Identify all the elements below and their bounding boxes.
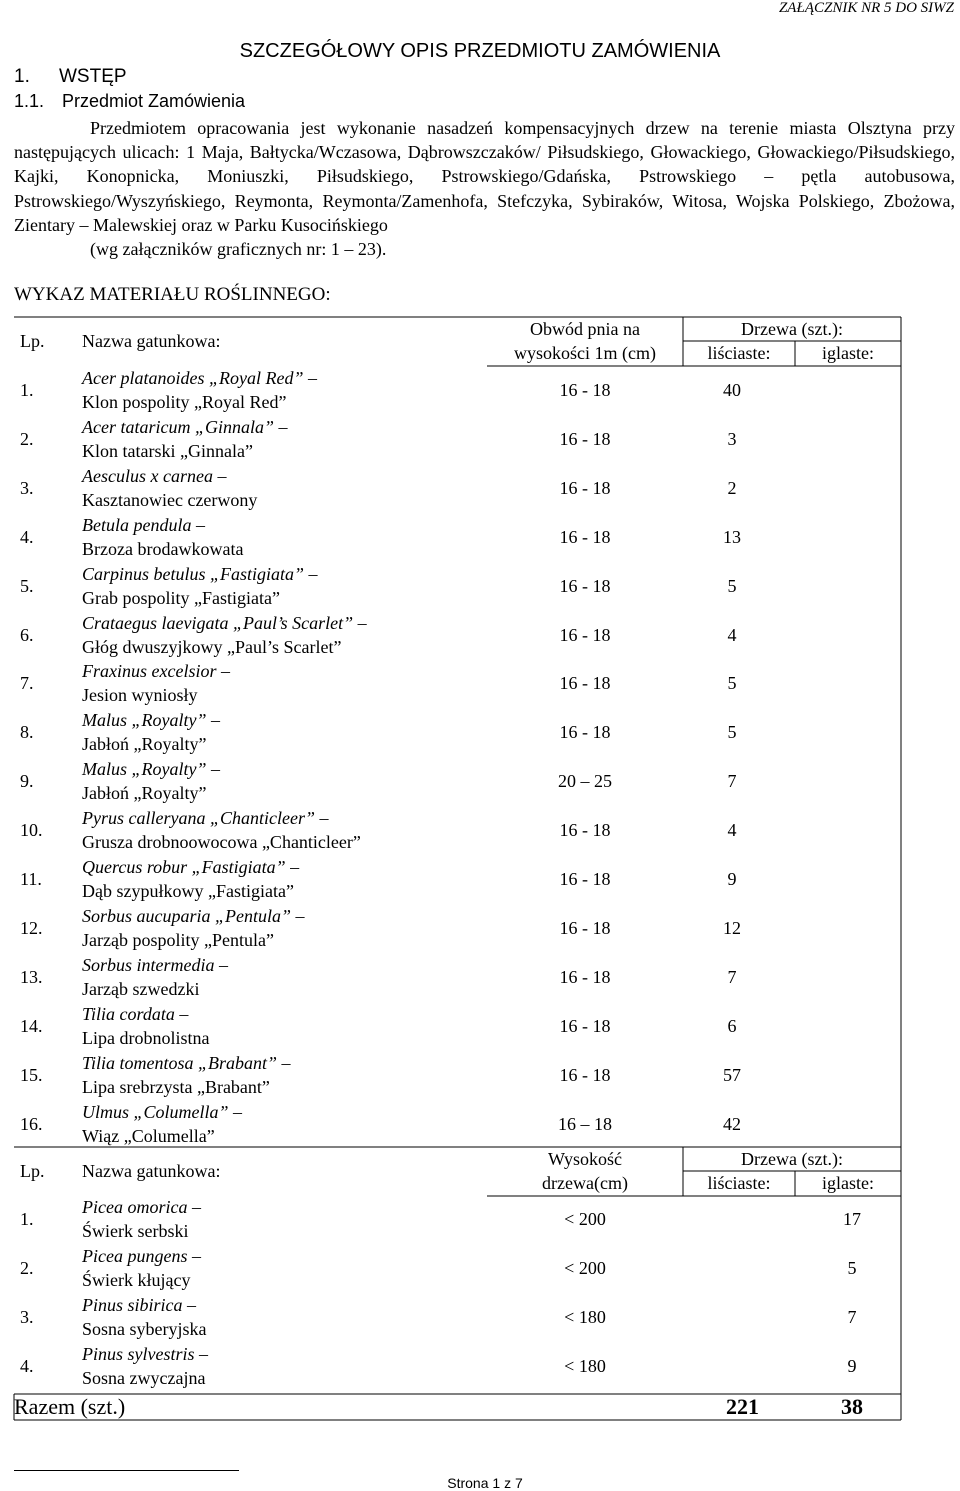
species-latin-name: Acer tataricum „Ginnala” – (82, 416, 288, 437)
row-lp: 2. (20, 428, 34, 449)
col-coniferous-header: iglaste: (822, 343, 874, 363)
row-measure: 16 – 18 (558, 1113, 612, 1134)
species-polish-name: Jabłoń „Royalty” (82, 734, 207, 755)
row-measure: 16 - 18 (559, 1064, 611, 1085)
row-measure: 16 - 18 (559, 722, 611, 743)
species-latin-name: Fraxinus excelsior – (82, 661, 230, 682)
row-measure: 16 - 18 (559, 820, 611, 841)
row-coniferous: 9 (847, 1356, 857, 1376)
col-measure-header-1: Obwód pnia na (530, 319, 640, 339)
row-measure: < 200 (564, 1209, 606, 1229)
row-measure: 16 - 18 (559, 526, 611, 547)
row-lp: 14. (20, 1015, 43, 1036)
row-lp: 10. (20, 820, 43, 841)
total-label: Razem (szt.) (14, 1394, 126, 1419)
row-measure: 16 - 18 (559, 869, 611, 889)
col-trees-header: Drzewa (szt.): (741, 319, 843, 339)
species-latin-name: Picea omorica – (82, 1197, 201, 1217)
row-measure: < 180 (564, 1356, 606, 1376)
col-name-header: Nazwa gatunkowa: (82, 1161, 221, 1181)
row-lp: 1. (20, 1209, 34, 1229)
col-trees-header: Drzewa (szt.): (741, 1149, 843, 1169)
subsection-title: Przedmiot Zamówienia (62, 91, 246, 111)
attachment-label: ZAŁĄCZNIK NR 5 DO SIWZ (778, 0, 954, 16)
species-polish-name: Świerk kłujący (82, 1270, 191, 1290)
row-lp: 5. (20, 575, 34, 596)
species-polish-name: Jarząb pospolity „Pentula” (82, 929, 274, 950)
row-lp: 13. (20, 966, 43, 987)
species-polish-name: Świerk serbski (82, 1221, 189, 1241)
row-measure: 16 - 18 (559, 380, 611, 400)
row-deciduous: 4 (727, 624, 737, 645)
species-latin-name: Acer platanoides „Royal Red” – (82, 368, 317, 388)
species-polish-name: Klon pospolity „Royal Red” (82, 392, 287, 412)
species-latin-name: Sorbus aucuparia „Pentula” – (82, 905, 305, 926)
row-deciduous: 3 (727, 428, 737, 449)
species-polish-name: Głóg dwuszyjkowy „Paul’s Scarlet” (82, 636, 342, 657)
row-measure: 16 - 18 (559, 428, 611, 449)
row-lp: 9. (20, 771, 34, 792)
row-measure: < 200 (564, 1258, 606, 1278)
species-polish-name: Grusza drobnoowocowa „Chanticleer” (82, 832, 361, 853)
row-deciduous: 12 (723, 917, 741, 938)
row-lp: 1. (20, 380, 34, 400)
species-latin-name: Tilia tomentosa „Brabant” – (82, 1052, 291, 1073)
row-lp: 6. (20, 624, 34, 645)
species-latin-name: Pyrus calleryana „Chanticleer” – (82, 808, 329, 829)
species-polish-name: Dąb szypułkowy „Fastigiata” (82, 881, 294, 901)
species-polish-name: Kasztanowiec czerwony (82, 489, 258, 510)
row-measure: 20 – 25 (558, 771, 612, 792)
row-lp: 11. (20, 869, 42, 889)
footer-rule (14, 1470, 239, 1471)
row-deciduous: 5 (727, 575, 737, 596)
row-measure: 16 - 18 (559, 966, 611, 987)
total-deciduous: 221 (726, 1394, 759, 1419)
species-polish-name: Lipa srebrzysta „Brabant” (82, 1076, 270, 1097)
species-latin-name: Quercus robur „Fastigiata” – (82, 857, 300, 877)
species-polish-name: Brzoza brodawkowata (82, 538, 244, 559)
page-number: Strona 1 z 7 (447, 1475, 523, 1491)
species-polish-name: Jabłoń „Royalty” (82, 783, 207, 804)
row-coniferous: 17 (843, 1209, 861, 1229)
row-lp: 15. (20, 1064, 43, 1085)
species-polish-name: Grab pospolity „Fastigiata” (82, 587, 280, 608)
row-deciduous: 2 (727, 477, 737, 498)
species-latin-name: Carpinus betulus „Fastigiata” – (82, 563, 318, 584)
species-latin-name: Sorbus intermedia – (82, 954, 228, 975)
subsection-number: 1.1. (14, 91, 45, 111)
species-polish-name: Sosna zwyczajna (82, 1368, 206, 1388)
species-latin-name: Pinus sibirica – (82, 1295, 197, 1315)
row-deciduous: 6 (727, 1015, 737, 1036)
row-measure: < 180 (564, 1307, 606, 1327)
col-measure-header-2: wysokości 1m (cm) (514, 343, 656, 363)
section-heading (14, 66, 127, 88)
col-coniferous-header: iglaste: (822, 1173, 874, 1193)
row-deciduous: 7 (727, 771, 737, 792)
row-measure: 16 - 18 (559, 673, 611, 694)
row-lp: 8. (20, 722, 34, 743)
intro-text: Przedmiotem opracowania jest wykonanie nasadzeń kompensacyjnych drzew na terenie miasta Olsztyna przy następujących ulicach: 1 Maja, Bałtycka/Wczasowa, Dąbrowszczaków/ Piłsudskiego, Głowackiego, Głowackiego/Piłsudskiego, Kajki, Konopnicka, Moniuszki, Piłsudskiego, Pstrowskiego/Gdańska, Pstrowskiego – pętla autobusowa, Pstrowskiego/Wyszyńskiego, Reymonta, Reymonta/Zamenhofa, Stefczyka, Sybiraków, Witosa, Wojska Polskiego, Zbożowa, Zientary – Malewskiej oraz w Parku Kusocińskiego (14, 118, 955, 235)
species-latin-name: Crataegus laevigata „Paul’s Scarlet” – (82, 612, 367, 633)
col-deciduous-header: liściaste: (707, 343, 771, 363)
row-deciduous: 5 (727, 722, 737, 743)
species-latin-name: Tilia cordata – (82, 1003, 189, 1024)
row-deciduous: 7 (727, 966, 737, 987)
section-number: 1. (14, 66, 30, 87)
species-latin-name: Malus „Royalty” – (82, 710, 220, 731)
row-coniferous: 5 (847, 1258, 857, 1278)
species-polish-name: Sosna syberyjska (82, 1319, 207, 1339)
species-polish-name: Klon tatarski „Ginnala” (82, 440, 253, 461)
col-lp-header: Lp. (20, 331, 45, 351)
species-latin-name: Pinus sylvestris – (82, 1344, 208, 1364)
species-latin-name: Betula pendula – (82, 514, 205, 535)
row-coniferous: 7 (847, 1307, 857, 1327)
row-lp: 4. (20, 526, 34, 547)
col-measure-header-2: drzewa(cm) (542, 1173, 628, 1193)
row-lp: 4. (20, 1356, 34, 1376)
species-latin-name: Aesculus x carnea – (82, 465, 227, 486)
species-polish-name: Jesion wyniosły (82, 685, 198, 706)
intro-last-line: (wg załączników graficznych nr: 1 – 23). (90, 239, 387, 260)
row-measure: 16 - 18 (559, 575, 611, 596)
row-lp: 7. (20, 673, 34, 694)
section-title: WSTĘP (59, 66, 127, 87)
col-measure-header-1: Wysokość (548, 1149, 622, 1169)
document-title: SZCZEGÓŁOWY OPIS PRZEDMIOTU ZAMÓWIENIA (239, 40, 721, 62)
row-measure: 16 - 18 (559, 917, 611, 938)
col-name-header: Nazwa gatunkowa: (82, 331, 221, 351)
row-lp: 12. (20, 917, 43, 938)
species-polish-name: Jarząb szwedzki (82, 978, 200, 999)
species-latin-name: Ulmus „Columella” – (82, 1101, 243, 1122)
species-latin-name: Picea pungens – (82, 1246, 201, 1266)
row-deciduous: 9 (727, 869, 737, 889)
species-polish-name: Lipa drobnolistna (82, 1027, 210, 1048)
row-deciduous: 4 (727, 820, 737, 841)
intro-paragraph (14, 116, 955, 261)
row-deciduous: 57 (723, 1064, 741, 1085)
plant-list-heading: WYKAZ MATERIAŁU ROŚLINNEGO: (14, 284, 331, 305)
row-measure: 16 - 18 (559, 477, 611, 498)
row-lp: 3. (20, 1307, 34, 1327)
row-deciduous: 42 (723, 1113, 741, 1134)
species-polish-name: Wiąz „Columella” (82, 1125, 215, 1146)
row-deciduous: 40 (723, 380, 741, 400)
col-lp-header: Lp. (20, 1161, 45, 1181)
col-deciduous-header: liściaste: (707, 1173, 771, 1193)
row-lp: 16. (20, 1113, 43, 1134)
row-measure: 16 - 18 (559, 1015, 611, 1036)
row-measure: 16 - 18 (559, 624, 611, 645)
row-deciduous: 13 (723, 526, 741, 547)
row-lp: 2. (20, 1258, 34, 1278)
subsection-heading (14, 91, 245, 112)
row-lp: 3. (20, 477, 34, 498)
row-deciduous: 5 (727, 673, 737, 694)
species-latin-name: Malus „Royalty” – (82, 759, 220, 780)
total-coniferous: 38 (841, 1394, 863, 1419)
